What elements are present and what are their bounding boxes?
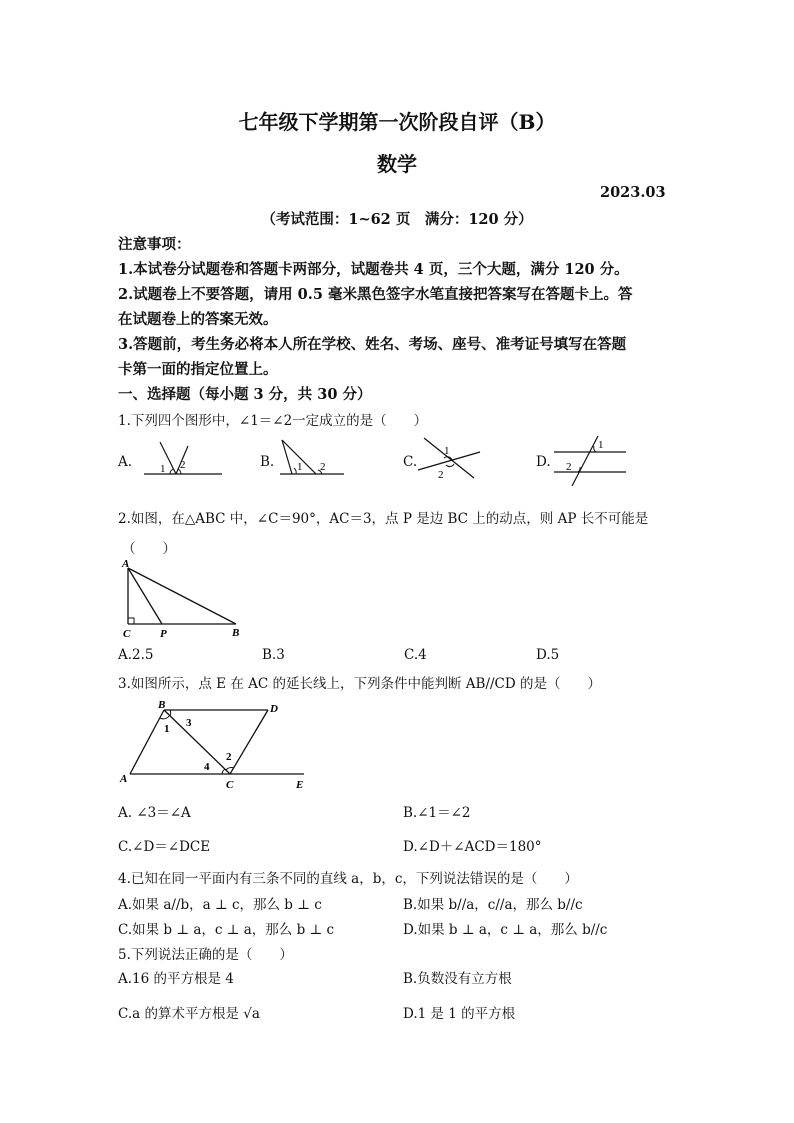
angle-label: 3 [186,717,192,729]
q1-figure-b [276,434,346,480]
q1-figure-a [140,436,230,480]
angle-label: 2 [566,461,572,473]
angle-label: 1 [598,439,604,451]
q3-option: C.∠D＝∠DCE [118,839,211,855]
angle-label: 4 [204,761,210,773]
q1-option-a-label: A. [118,454,133,470]
notes-heading: 注意事项： [118,236,191,253]
angle-label: 2 [180,459,186,471]
q5-option: A.16 的平方根是 4 [118,971,234,987]
vertex-label-b: B [158,699,166,711]
q2-option: A.2.5 [118,647,154,663]
note-line: 1.本试卷分试题卷和答题卡两部分，试题卷共 4 页，三个大题，满分 120 分。 [118,261,629,278]
q4-option: B.如果 b//a，c//a，那么 b//c [403,897,583,913]
angle-label: 2 [438,469,444,481]
exam-range: （考试范围：1~62 页 满分：120 分） [261,211,533,228]
vertex-label-d: D [270,703,278,715]
question-stem: 2.如图，在△ABC 中，∠C＝90°，AC＝3，点 P 是边 BC 上的动点，则 AP 长不可能是 [118,511,649,527]
vertex-label-c: C [226,779,234,791]
q1-option-d-label: D. [536,454,551,470]
angle-label: 1 [444,445,450,457]
question-stem: 5.下列说法正确的是（ ） [118,947,293,963]
q2-option: D.5 [536,647,560,663]
q2-triangle-figure [118,558,258,642]
q5-option: B.负数没有立方根 [403,971,512,987]
q4-option: C.如果 b ⊥ a，c ⊥ a，那么 b ⊥ c [118,922,335,938]
q3-option: B.∠1＝∠2 [403,805,471,821]
page-title: 七年级下学期第一次阶段自评（B） [238,110,556,134]
note-line: 2.试题卷上不要答题，请用 0.5 毫米黑色签字水笔直接把答案写在答题卡上。答 [118,286,633,303]
exam-date: 2023.03 [600,184,666,201]
q2-option: C.4 [404,647,427,663]
angle-label: 2 [320,461,326,473]
note-line: 卡第一面的指定位置上。 [118,361,278,378]
q3-option: A. ∠3＝∠A [118,805,191,821]
q3-option: D.∠D＋∠ACD＝180° [403,839,542,855]
q1-option-b-label: B. [260,454,275,470]
vertex-label-e: E [296,779,304,791]
vertex-label-a: A [122,558,130,570]
question-stem: 4.已知在同一平面内有三条不同的直线 a，b，c，下列说法错误的是（ ） [118,871,578,887]
angle-label: 1 [164,723,170,735]
vertex-label-b: B [232,627,240,639]
q1-figure-d [552,432,632,488]
vertex-label-c: C [123,628,131,640]
subject-title: 数学 [377,152,417,176]
note-line: 在试题卷上的答案无效。 [118,311,278,328]
angle-label: 1 [160,463,166,475]
q1-figure-c [416,434,482,484]
question-stem: 3.如图所示，点 E 在 AC 的延长线上，下列条件中能判断 AB//CD 的是（ ） [118,676,601,692]
angle-label: 1 [297,461,303,473]
q2-option: B.3 [262,647,285,663]
vertex-label-a: A [120,773,128,785]
question-stem-cont: （ ） [122,541,176,557]
q4-option: D.如果 b ⊥ a，c ⊥ a，那么 b//c [403,922,608,938]
q4-option: A.如果 a//b，a ⊥ c，那么 b ⊥ c [118,897,322,913]
angle-label: 2 [226,751,232,763]
q1-option-c-label: C. [403,454,418,470]
q5-option: D.1 是 1 的平方根 [403,1006,516,1022]
note-line: 3.答题前，考生务必将本人所在学校、姓名、考场、座号、准考证号填写在答题 [118,336,627,353]
vertex-label-p: P [160,628,167,640]
section-heading: 一、选择题（每小题 3 分，共 30 分） [118,386,372,403]
question-stem: 1.下列四个图形中，∠1＝∠2一定成立的是（ ） [118,413,428,429]
q3-parallelogram-figure [118,696,318,794]
q5-option: C.a 的算术平方根是 √a [118,1006,260,1022]
